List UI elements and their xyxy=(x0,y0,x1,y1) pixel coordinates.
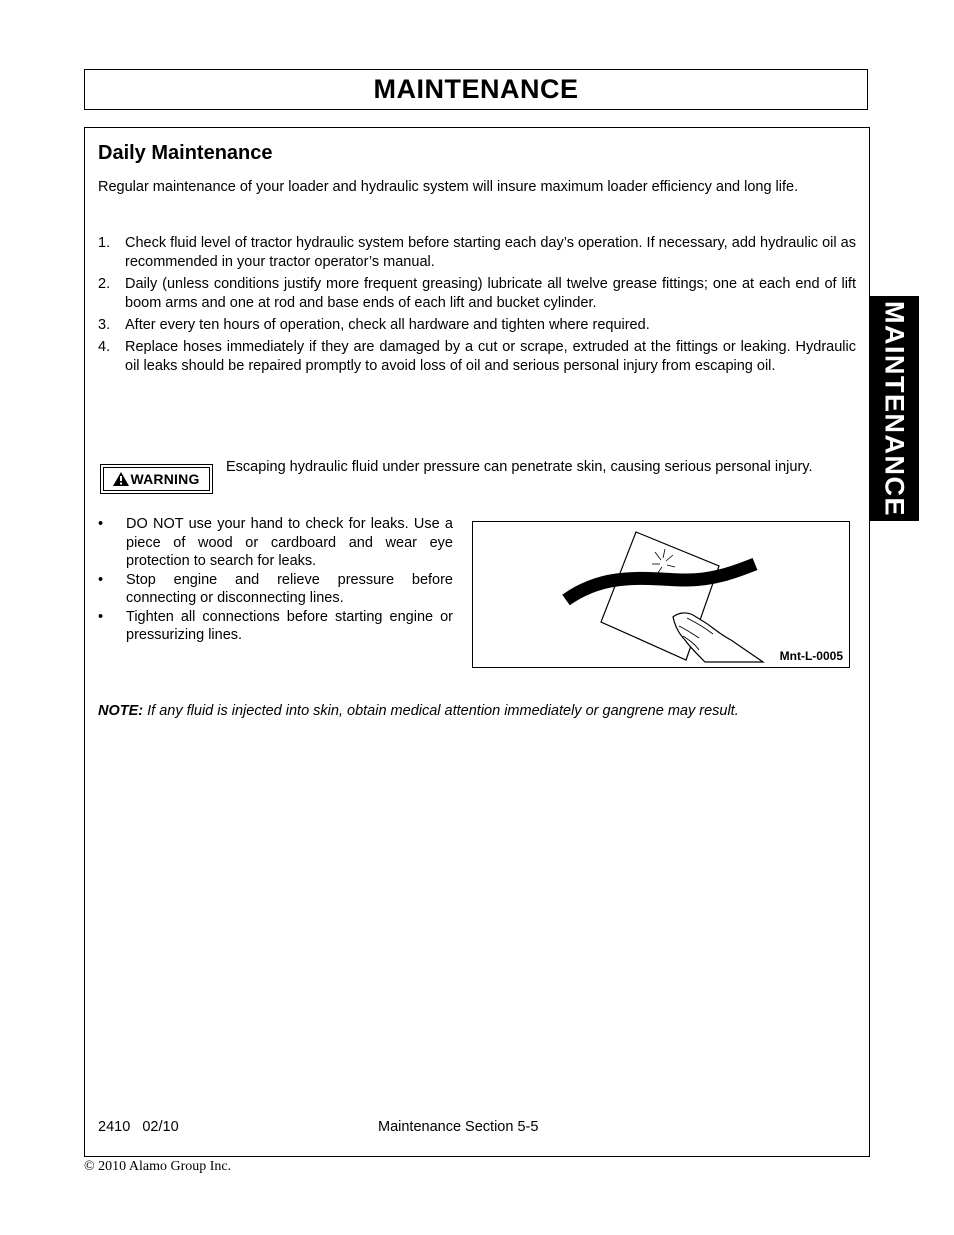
intro-paragraph: Regular maintenance of your loader and hydraulic system will insure maximum loader efficiency and long life. xyxy=(98,179,799,195)
step-item xyxy=(98,338,856,376)
step-text: Check fluid level of tractor hydraulic system before starting each day’s operation. If necessary, add hydraulic oil as recommended in your tractor operator’s manual. xyxy=(125,235,856,270)
step-text: After every ten hours of operation, check all hardware and tighten where required. xyxy=(125,317,650,333)
step-number: 1. xyxy=(98,235,111,251)
section-title: Daily Maintenance xyxy=(98,142,273,164)
header-box xyxy=(84,69,868,110)
bullet-text: Tighten all connections before starting engine or pressurizing lines. xyxy=(126,608,453,643)
copyright: © 2010 Alamo Group Inc. xyxy=(84,1159,232,1174)
bullet-item xyxy=(98,571,453,608)
warning-badge-label: WARNING xyxy=(130,471,200,487)
step-number: 2. xyxy=(98,276,111,292)
footer-section: Maintenance Section 5-5 xyxy=(378,1119,539,1135)
hand-cardboard-hose-illustration xyxy=(473,522,849,667)
step-number: 3. xyxy=(98,317,111,333)
bullet-symbol: • xyxy=(98,571,104,588)
figure-caption: Mnt-L-0005 xyxy=(779,649,843,663)
maintenance-steps xyxy=(98,234,856,379)
step-text: Replace hoses immediately if they are damaged by a cut or scrape, extruded at the fittings or leaking. Hydraulic oil leaks should be repaired promptly to avoid loss of oil and serious personal injury from escaping oil. xyxy=(125,339,856,374)
bullet-item xyxy=(98,608,453,645)
safety-bullets xyxy=(98,515,453,645)
bullet-item xyxy=(98,515,453,571)
note-text: If any fluid is injected into skin, obtain medical attention immediately or gangrene may result. xyxy=(143,703,739,719)
step-text: Daily (unless conditions justify more frequent greasing) lubricate all twelve grease fittings; one at each end of lift boom arms and one at rod and base ends of each lift and bucket cylinder. xyxy=(125,276,856,311)
warning-text: Escaping hydraulic fluid under pressure can penetrate skin, causing serious personal injury. xyxy=(226,459,813,475)
footer-model-date: 2410 02/10 xyxy=(98,1119,179,1135)
side-tab-label: MAINTENANCE xyxy=(879,300,910,517)
bullet-symbol: • xyxy=(98,516,104,532)
bullet-text: DO NOT use your hand to check for leaks. Use a piece of wood or cardboard and wear eye protection to search for leaks. xyxy=(126,516,453,569)
bullet-text: Stop engine and relieve pressure before connecting or disconnecting lines. xyxy=(126,571,453,606)
warning-badge xyxy=(100,464,213,494)
step-number: 4. xyxy=(98,339,111,355)
note-label: NOTE: xyxy=(98,703,144,719)
leak-check-illustration xyxy=(472,521,850,668)
step-item xyxy=(98,275,856,313)
warning-triangle-icon xyxy=(113,472,129,486)
page-title: MAINTENANCE xyxy=(373,74,579,104)
step-item xyxy=(98,234,856,272)
step-item xyxy=(98,316,856,335)
section-side-tab xyxy=(869,296,919,521)
note-paragraph xyxy=(98,702,858,720)
warning-badge-inner xyxy=(103,467,210,491)
bullet-symbol: • xyxy=(98,608,104,625)
